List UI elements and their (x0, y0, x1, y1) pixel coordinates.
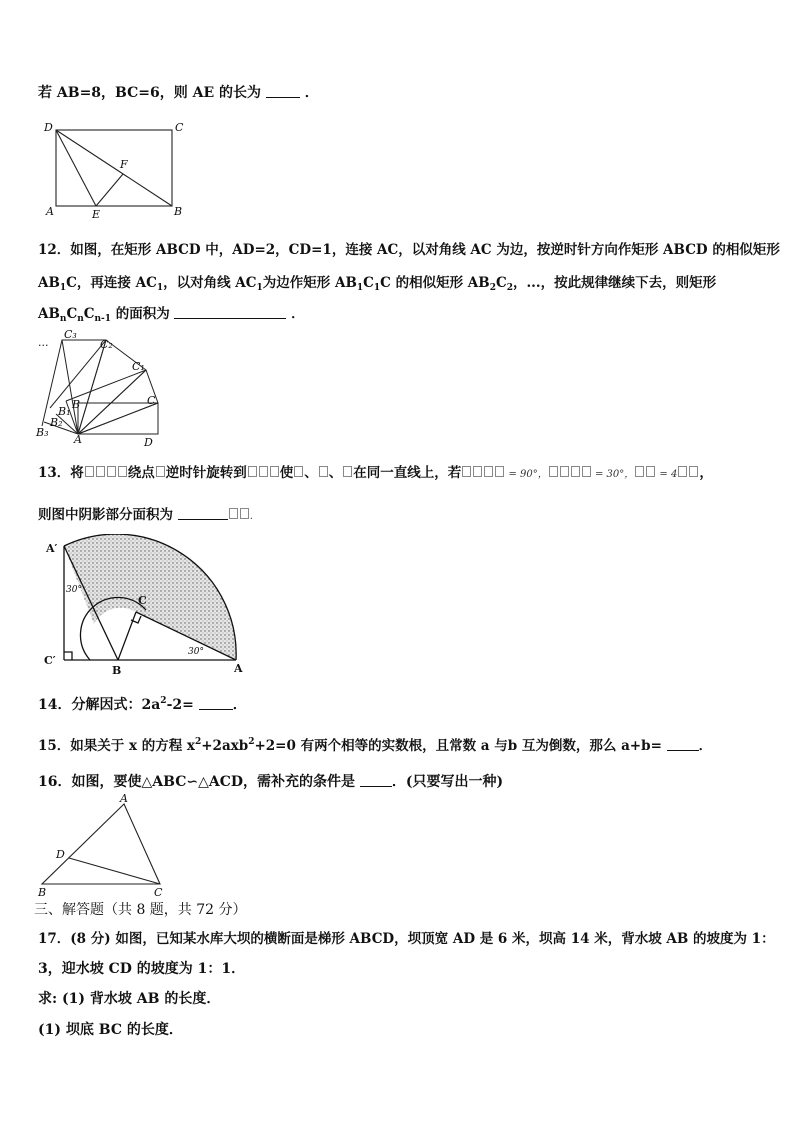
q11-label-f: F (120, 158, 128, 171)
q13-label-c-prime: C′ (44, 654, 56, 667)
q11-label-b: B (174, 205, 183, 218)
q11-figure (40, 118, 200, 222)
q13-line2: 则图中阴影部分面积为 . (38, 507, 253, 523)
q13-figure (40, 534, 250, 676)
q14-text: 14．分解因式：$2a^2-2=$ ． (38, 696, 247, 713)
q11-label-e: E (92, 208, 101, 221)
q11-label-a: A (46, 205, 54, 218)
q16-label-a: A (120, 792, 128, 805)
q13-label-a-prime: A′ (46, 542, 58, 555)
q12-label-c2: C₂ (100, 338, 113, 351)
q12-label-a: A (74, 433, 82, 446)
q12-label-d: D (144, 436, 153, 449)
q12-label-dots: ... (38, 336, 49, 349)
q16-figure (36, 792, 168, 900)
q12-label-b2: B₂ (50, 416, 63, 429)
q14-answer-blank[interactable] (199, 697, 233, 710)
q16-label-b: B (38, 886, 47, 899)
q12-line1: 12．如图，在矩形 ABCD 中，AD=2，CD=1，连接 AC，以对角线 AC 为边，按逆时针方向作矩形 ABCD 的相似矩形 (38, 242, 780, 258)
q11-answer-blank[interactable] (266, 85, 300, 98)
q11-condition: 若 AB=8，BC=6，则 AE 的长为 (38, 85, 262, 101)
section-heading: 三、解答题（共 8 题，共 72 分） (34, 902, 247, 918)
q12-label-b1: B₁ (58, 405, 71, 418)
q16-answer-blank[interactable] (360, 774, 392, 787)
q13-label-c: C (138, 594, 147, 607)
q17-line1: 17．(8 分) 如图，已知某水库大坝的横断面是梯形 ABCD，坝顶宽 AD 是 6 米，坝高 14 米，背水坡 AB 的坡度为 1： (38, 931, 775, 947)
q12-line3: $AB_nC_nC_{n-1}$ 的面积为 ． (38, 306, 305, 324)
q13-label-a: A (234, 662, 243, 675)
q13-line1: 13．将 绕点 逆时针旋转到 使 、 、 在同一直线上，若 = 90°， = 30°， = 4 ， (38, 465, 713, 481)
q11-text: 若 AB=8，BC=6，则 AE 的长为 ． (38, 85, 319, 101)
q13-label-b: B (112, 664, 122, 676)
q12-label-c3: C₃ (64, 328, 77, 341)
q13-angle2: 30° (188, 647, 204, 657)
q12-line2: $AB_1C$，再连接 $AC_1$，以对角线 $AC_1$为边作矩形 $AB_1C_1C$ 的相似矩形 $AB_2C_2$，...，按此规律继续下去，则矩形 (38, 275, 717, 293)
q17-line4: (1) 坝底 BC 的长度． (38, 1022, 183, 1038)
q15-text: 15．如果关于 x 的方程 $x^2+2axb^2+2=0$ 有两个相等的实数根，且常数 a 与b 互为倒数，那么 a+b= ． (38, 737, 713, 754)
q12-answer-blank[interactable] (174, 306, 286, 319)
q11-label-c: C (175, 121, 184, 134)
q12-label-c: C (147, 394, 156, 407)
q17-line3: 求: (1) 背水坡 AB 的长度． (38, 991, 221, 1007)
q17-line2: 3，迎水坡 CD 的坡度为 1：1． (38, 961, 246, 977)
q13-answer-blank[interactable] (178, 507, 228, 520)
q12-label-c1: C₁ (132, 360, 145, 373)
q16-text: 16．如图，要使△ABC∽△ACD，需补充的条件是 ．(只要写出一种) (38, 774, 504, 790)
q12-figure (34, 326, 174, 450)
q11-label-d: D (44, 121, 53, 134)
q12-label-b: B (72, 398, 81, 411)
q16-label-c: C (154, 886, 163, 899)
q13-angle1: 30° (66, 585, 82, 595)
q15-answer-blank[interactable] (667, 738, 699, 751)
q16-label-d: D (56, 848, 65, 861)
q12-label-b3: B₃ (36, 426, 49, 439)
